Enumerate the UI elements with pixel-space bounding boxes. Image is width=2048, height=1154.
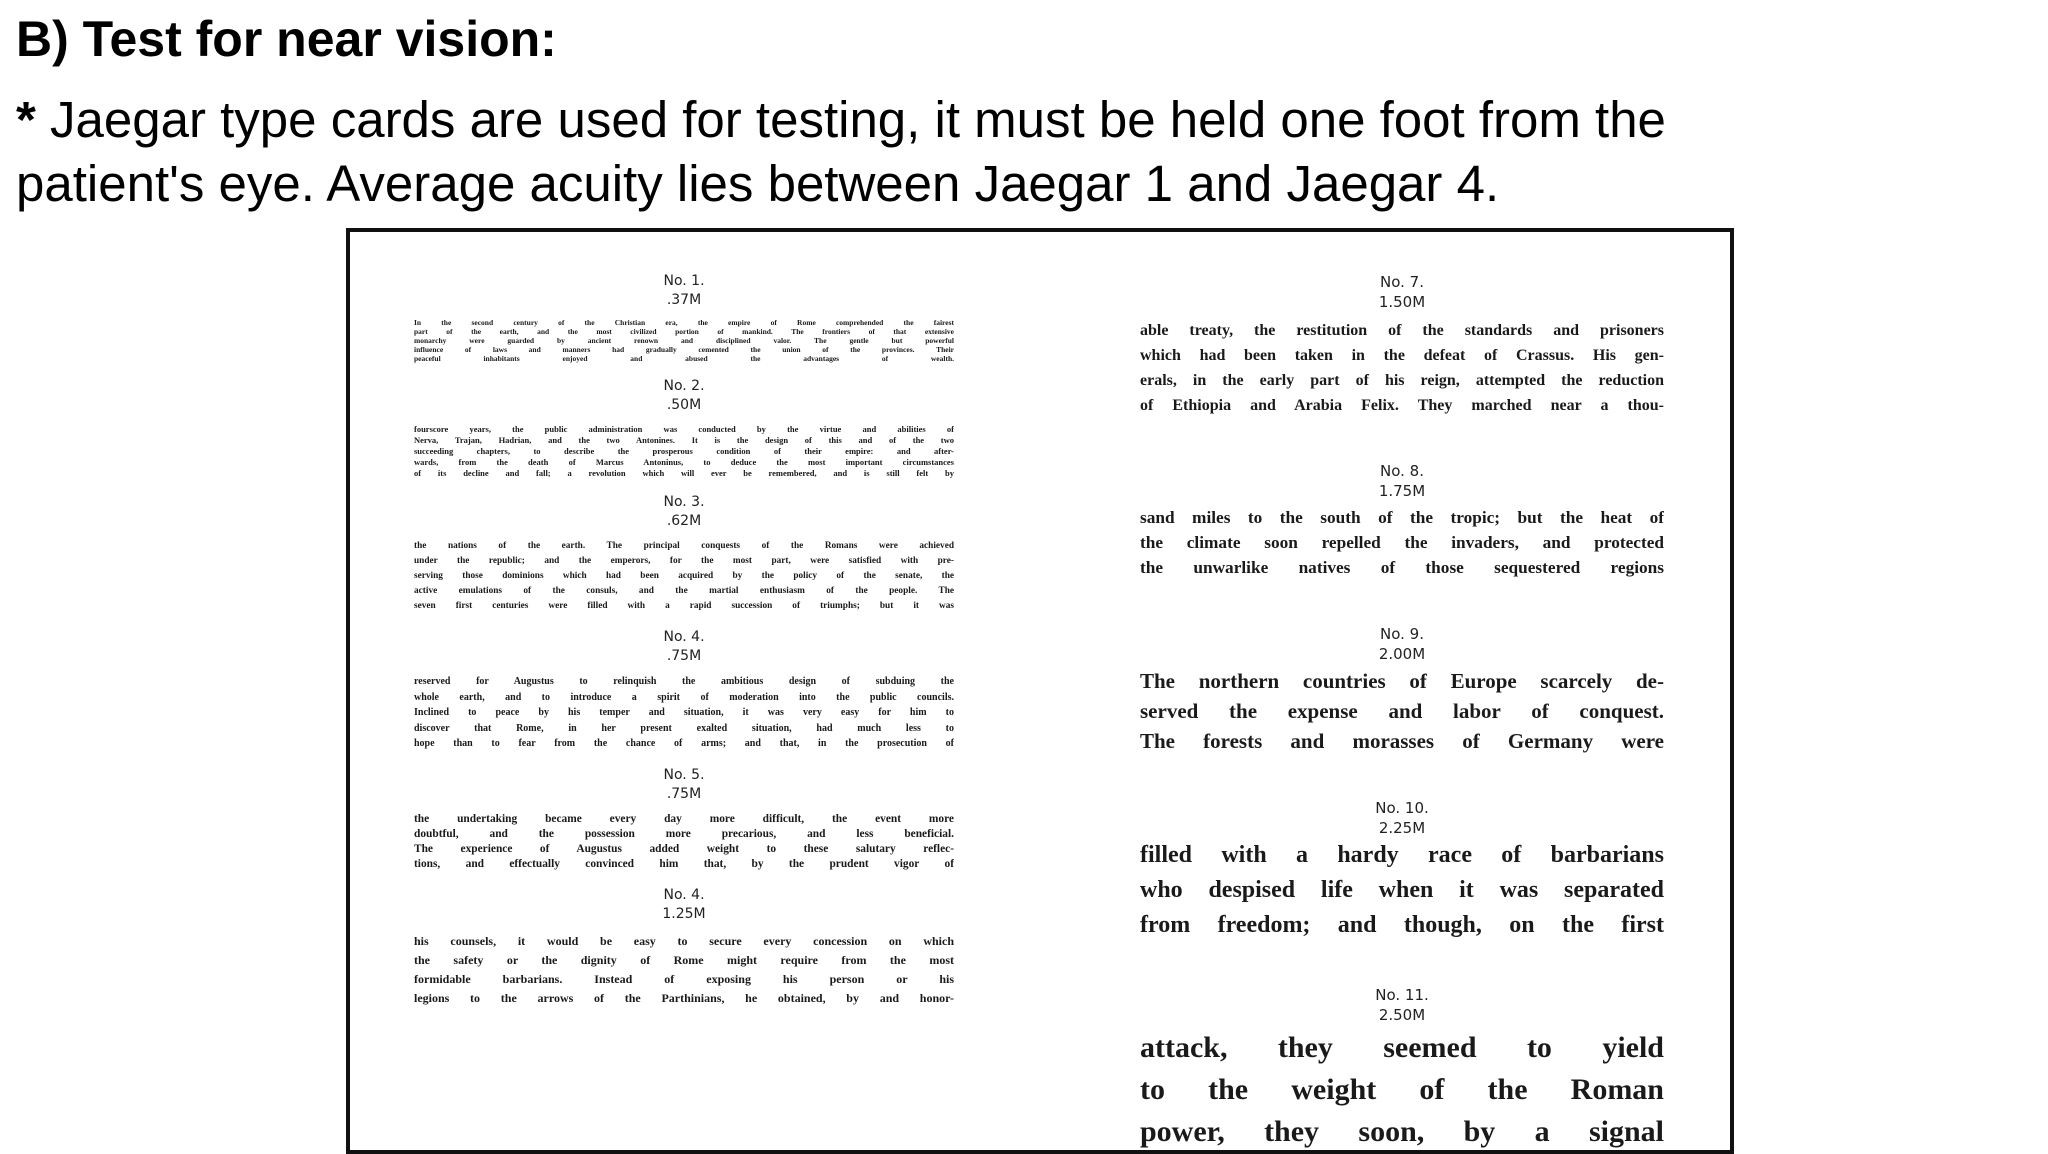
jaeger-paragraph [1140, 1027, 1664, 1153]
chart-left-column [414, 272, 954, 1008]
jaeger-paragraph-line: peaceful inhabitants enjoyed and abused the advantages of wealth. [414, 354, 954, 363]
jaeger-chart-image [346, 228, 1734, 1154]
jaeger-paragraph-line: part of the earth, and the most civilized portion of mankind. The frontiers of that extensive [414, 327, 954, 336]
jaeger-label: No. 4. [663, 629, 705, 645]
jaeger-label: No. 10. [1375, 799, 1429, 817]
jaeger-paragraph-line: of Ethiopia and Arabia Felix. They marched near a thou- [1140, 397, 1664, 414]
jaeger-paragraph-line: able treaty, the restitution of the standards and prisoners [1140, 322, 1664, 339]
body-line-2: patient's eye. Average acuity lies between Jaegar 1 and Jaegar 4. [16, 155, 1500, 212]
jaeger-paragraph [414, 812, 954, 872]
jaeger-size: 1.75M [1378, 482, 1426, 500]
jaeger-paragraph-line: which had been taken in the defeat of Crassus. His gen- [1140, 347, 1664, 364]
jaeger-paragraph [414, 932, 954, 1008]
jaeger-paragraph-line: legions to the arrows of the Parthinians, he obtained, by and honor- [414, 990, 954, 1005]
jaeger-paragraph-line: influence of laws and manners had gradually cemented the union of the provinces. Their [414, 345, 954, 354]
jaeger-label: No. 11. [1375, 986, 1429, 1004]
jaeger-paragraph-line: The northern countries of Europe scarcely de- [1140, 669, 1664, 693]
jaeger-block [1140, 624, 1664, 756]
jaeger-paragraph-line: tions, and effectually convinced him that, by the prudent vigor of [414, 857, 954, 870]
jaeger-paragraph-line: active emulations of the consuls, and the martial enthusiasm of the people. The [414, 586, 954, 596]
jaeger-paragraph-line: of its decline and fall; a revolution which will ever be remembered, and is still felt by [414, 468, 954, 478]
jaeger-paragraph [414, 674, 954, 752]
jaeger-label: No. 7. [1380, 273, 1424, 291]
body-line-1 [16, 88, 2016, 152]
jaeger-block [1140, 461, 1664, 580]
jaeger-paragraph-line: his counsels, it would be easy to secure every concession on which [414, 933, 954, 948]
jaeger-label: No. 9. [1380, 625, 1424, 643]
jaeger-size: .75M [666, 785, 702, 802]
jaeger-paragraph-line: the nations of the earth. The principal conquests of the Romans were achieved [414, 541, 954, 551]
jaeger-paragraph-line: Inclined to peace by his temper and situation, it was very easy for him to [414, 707, 954, 718]
jaeger-paragraph-line: filled with a hardy race of barbarians [1140, 842, 1664, 868]
jaeger-size: 1.25M [662, 905, 706, 922]
jaeger-block [414, 886, 954, 1008]
jaeger-paragraph-line: fourscore years, the public administration was conducted by the virtue and abilities of [414, 424, 954, 434]
jaeger-paragraph-line: The experience of Augustus added weight to these salutary reflec- [414, 842, 954, 855]
jaeger-paragraph-line: succeeding chapters, to describe the prosperous condition of their empire: and after- [414, 446, 954, 456]
jaeger-block [1140, 798, 1664, 943]
body-line-1-text: Jaegar type cards are used for testing, it must be held one foot from the [35, 91, 1666, 148]
jaeger-paragraph-line: The forests and morasses of Germany were [1140, 729, 1664, 753]
jaeger-label: No. 3. [663, 494, 705, 510]
jaeger-paragraph-line: the unwarlike natives of those sequestered regions [1140, 558, 1664, 577]
jaeger-block [414, 272, 954, 363]
jaeger-size: .37M [666, 292, 702, 308]
jaeger-paragraph-line: the safety or the dignity of Rome might require from the most [414, 952, 954, 967]
jaeger-paragraph-line: monarchy were guarded by ancient renown and disciplined valor. The gentle but powerful [414, 336, 954, 345]
jaeger-size: 1.50M [1378, 293, 1426, 311]
jaeger-block [1140, 985, 1664, 1153]
jaeger-paragraph-line: who despised life when it was separated [1140, 877, 1664, 903]
jaeger-paragraph-line: Nerva, Trajan, Hadrian, and the two Antonines. It is the design of this and of the two [414, 435, 954, 445]
jaeger-paragraph-line: doubtful, and the possession more precarious, and less beneficial. [414, 827, 954, 840]
jaeger-paragraph [1140, 666, 1664, 756]
jaeger-paragraph-line: serving those dominions which had been acquired by the policy of the senate, the [414, 571, 954, 581]
jaeger-block [414, 377, 954, 479]
jaeger-block [1140, 272, 1664, 418]
jaeger-paragraph [414, 539, 954, 614]
jaeger-paragraph-line: erals, in the early part of his reign, attempted the reduction [1140, 372, 1664, 389]
jaeger-paragraph-line: the undertaking became every day more difficult, the event more [414, 812, 954, 825]
jaeger-paragraph [1140, 318, 1664, 418]
jaeger-paragraph-line: under the republic; and the emperors, for the most part, were satisfied with pre- [414, 556, 954, 566]
bullet-asterisk: * [16, 91, 36, 148]
jaeger-paragraph [1140, 838, 1664, 943]
jaeger-block [414, 628, 954, 752]
jaeger-paragraph-line: formidable barbarians. Instead of exposing his person or his [414, 971, 954, 986]
jaeger-paragraph-line: sand miles to the south of the tropic; but the heat of [1140, 508, 1664, 527]
jaeger-paragraph-line: reserved for Augustus to relinquish the ambitious design of subduing the [414, 676, 954, 687]
jaeger-size: .75M [666, 648, 702, 664]
jaeger-paragraph-line: served the expense and labor of conquest. [1140, 699, 1664, 723]
jaeger-block [414, 766, 954, 872]
jaeger-paragraph-line: seven first centuries were filled with a rapid succession of triumphs; but it was [414, 601, 954, 611]
jaeger-paragraph-line: from freedom; and though, on the first [1140, 912, 1664, 938]
jaeger-paragraph [1140, 505, 1664, 580]
jaeger-size: 2.50M [1378, 1006, 1426, 1024]
jaeger-paragraph-line: power, they soon, by a signal [1140, 1115, 1664, 1148]
jaeger-paragraph-line: whole earth, and to introduce a spirit of moderation into the public councils. [414, 691, 954, 703]
jaeger-size: .50M [666, 397, 702, 413]
jaeger-paragraph-line: the climate soon repelled the invaders, and protected [1140, 533, 1664, 552]
jaeger-paragraph [414, 424, 954, 479]
jaeger-paragraph-line: attack, they seemed to yield [1140, 1031, 1664, 1064]
slide-body-text [16, 88, 2016, 216]
jaeger-label: No. 1. [663, 273, 705, 289]
jaeger-label: No. 5. [663, 766, 705, 783]
jaeger-block [414, 493, 954, 614]
jaeger-paragraph [414, 318, 954, 363]
jaeger-size: .62M [666, 513, 702, 529]
chart-right-column [1140, 272, 1664, 1153]
jaeger-size: 2.25M [1378, 819, 1426, 837]
jaeger-paragraph-line: to the weight of the Roman [1140, 1073, 1664, 1106]
jaeger-paragraph-line: discover that Rome, in her present exalted situation, had much less to [414, 722, 954, 734]
jaeger-label: No. 2. [663, 378, 705, 394]
jaeger-label: No. 4. [663, 886, 705, 903]
jaeger-label: No. 8. [1380, 462, 1424, 480]
jaeger-paragraph-line: wards, from the death of Marcus Antoninus, to deduce the most important circumstances [414, 457, 954, 467]
slide-heading: B) Test for near vision: [16, 11, 557, 67]
jaeger-paragraph-line: hope than to fear from the chance of arms; and that, in the prosecution of [414, 738, 954, 749]
jaeger-size: 2.00M [1378, 645, 1426, 663]
jaeger-paragraph-line: In the second century of the Christian era, the empire of Rome comprehended the fairest [414, 318, 954, 327]
